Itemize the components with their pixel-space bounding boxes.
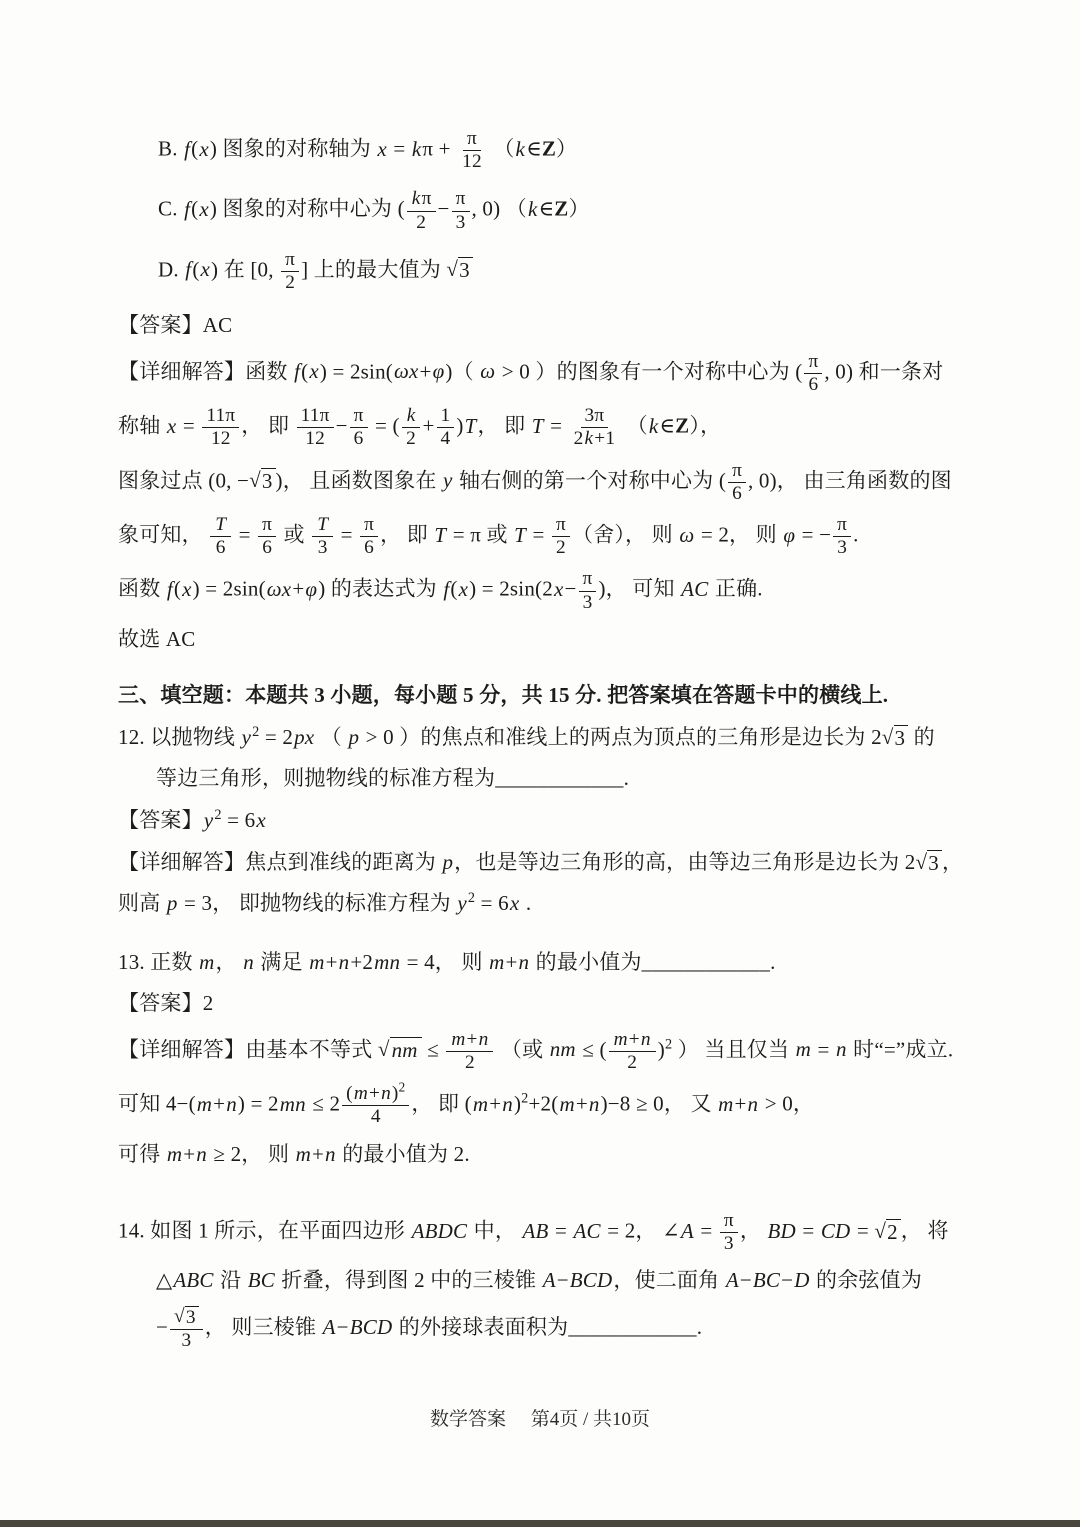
solution-12-line-1: 【详细解答】焦点到准线的距离为 p，也是等边三角形的高，由等边三角形是边长为 2 √ 3 ， [118, 849, 964, 875]
solution-11-line-5: 函数 f(x) = 2sin(ωx+φ) 的表达式为 f(x) = 2sin(2x− $\frac{\pi}{3}$ )， 可知 AC 正确. [118, 568, 763, 613]
question-14-line-2: △ABC 沿 BC 折叠，得到图 2 中的三棱锥 A−BCD，使二面角 A−BC−D 的余弦值为 [156, 1268, 923, 1293]
question-14-line-3: − √ 3 3 ， 则三棱锥 A−BCD 的外接球表面积为____________. [156, 1306, 703, 1352]
section-3-header: 三、填空题：本题共 3 小题，每小题 5 分，共 15 分. 把答案填在答题卡中的横线上. [118, 683, 889, 708]
question-14-line-1: 14. 如图 1 所示，在平面四边形 ABDC 中， AB = AC = 2， ∠A = $\frac{\pi}{3}$ ， BD = CD = √ 2 ， 将 [118, 1210, 949, 1255]
question-13: 13. 正数 m， n 满足 m+n+2mn = 4， 则 m+n 的最小值为____________. [118, 949, 776, 974]
answer-13: 【答案】2 [118, 991, 214, 1016]
question-12-line-2: 等边三角形，则抛物线的标准方程为____________. [156, 766, 630, 791]
option-d: D. f(x) 在 [0, $\frac{\pi}{2}$ ] 上的最大值为 √ 3 [158, 249, 972, 294]
solution-13-line-3: 可得 m+n ≥ 2， 则 m+n 的最小值为 2. [118, 1141, 470, 1166]
footer-doc-label: 数学答案 [429, 1409, 506, 1430]
answer-11: 【答案】AC [118, 313, 233, 338]
question-12-line-1: 12. 以抛物线 $y^2 = 2px$ （ p > 0 ）的焦点和准线上的两点为顶点的三角形是边长为 2 √ 3 的 [118, 723, 935, 750]
option-c: C. f(x) 图象的对称中心为 ( $\frac{k\pi}{2}$ − $\frac{\pi}{3}$ , 0) （k∈Z） [158, 188, 590, 233]
solution-12-line-2: 则高 p = 3， 即抛物线的标准方程为 $y^2 = 6x$ . [118, 890, 532, 916]
scan-edge-artifact [0, 1520, 1080, 1527]
footer-page-label: 第4页 / 共10页 [530, 1409, 651, 1430]
solution-13-line-1: 【详细解答】由基本不等式 √ nm ≤ $\frac{m+n}{2}$ （或 nm ≤ ( $\frac{m+n}{2}$ )$^2$ ） 当且仅当 m = n 时“=”成立. [118, 1028, 954, 1073]
solution-13-line-2: 可知 4−(m+n) = 2mn ≤ 2 $\frac{(m+n)^2}{4}$ ， 即 $(m+n)^2+2(m+n)-8 \ge 0$， 又 m+n > 0， [118, 1079, 815, 1128]
option-b: B. f(x) 图象的对称轴为 x = kπ + $\frac{\pi}{12}$ （k∈Z） [158, 128, 578, 173]
solution-11-line-3: 图象过点 (0, − √ 3 )， 且函数图象在 y 轴右侧的第一个对称中心为 ( $\frac{\pi}{6}$ , 0)， 由三角函数的图 [118, 459, 952, 504]
solution-11-line-4: 象可知， $\frac{T}{6}$ = $\frac{\pi}{6}$ 或 $\frac{T}{3}$ = $\frac{\pi}{6}$ ， 即 T = π 或 T = $\frac{\pi}{2}$ （舍）， 则 ω = 2， 则 φ = − $\frac{\pi}{3}$ . [118, 513, 859, 559]
conclusion-11: 故选 AC [118, 626, 196, 651]
page-footer [0, 1404, 1080, 1431]
solution-11-line-1: 【详细解答】函数 f(x) = 2sin(ωx+φ)（ ω > 0 ）的图象有一个对称中心为 ( $\frac{\pi}{6}$ , 0) 和一条对 [118, 350, 944, 395]
solution-11-line-2: 称轴 x = $\frac{11\pi}{12}$ ， 即 $\frac{11\pi}{12}$ − $\frac{\pi}{6}$ = ( $\frac{k}{2}$ + $\frac{1}{4}$ )T， 即 T = $\frac{3\pi}{2k+1}$ （k∈Z）， [118, 405, 722, 450]
page-content [118, 128, 972, 1361]
answer-12: 【答案】$y^2 = 6x$ [118, 806, 266, 832]
